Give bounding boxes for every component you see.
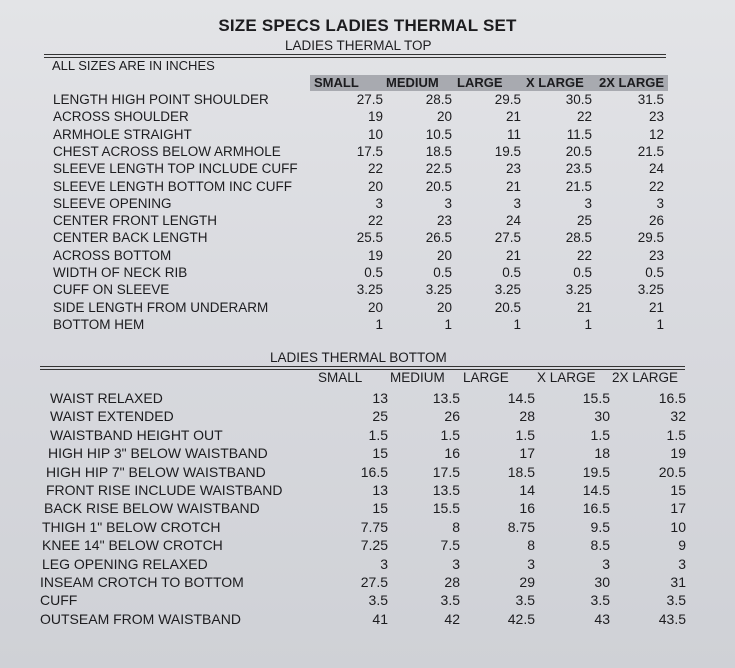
bottom-row-value: 7.5 (440, 537, 460, 554)
top-row-value: 3 (375, 195, 383, 211)
top-row-value: 1 (513, 316, 521, 332)
top-row-value: 20 (436, 109, 452, 125)
top-row-value: 20 (367, 299, 383, 315)
top-row-value: 11.5 (566, 126, 592, 142)
top-row-label: SLEEVE OPENING (53, 195, 172, 211)
bottom-row-value: 42.5 (507, 610, 535, 627)
bottom-row-value: 3.5 (515, 592, 535, 609)
top-row-value: 21 (505, 178, 521, 194)
bottom-row-value: 17 (519, 445, 535, 462)
top-row-value: 22 (648, 178, 664, 194)
bottom-row-label: BACK RISE BELOW WAISTBAND (44, 500, 260, 517)
top-size-header-5: 2X LARGE (599, 75, 665, 90)
top-row-value: 26.5 (425, 230, 452, 246)
top-row-value: 23 (436, 213, 452, 229)
top-row-value: 28.5 (565, 230, 592, 246)
top-row-label: ARMHOLE STRAIGHT (53, 126, 192, 142)
bottom-row-value: 14 (519, 482, 535, 498)
bottom-row-value: 8.75 (507, 518, 535, 535)
top-row-value: 17.5 (356, 143, 383, 159)
bottom-row-value: 1.5 (666, 426, 686, 443)
bottom-row-label: HIGH HIP 7" BELOW WAISTBAND (46, 463, 266, 480)
bottom-row-value: 28 (519, 408, 535, 425)
top-row-value: 11 (506, 126, 521, 142)
top-row-value: 3.25 (565, 282, 592, 298)
top-row-value: 1 (584, 316, 592, 332)
bottom-row-value: 16.5 (360, 463, 388, 480)
top-row-value: 31.5 (637, 92, 664, 107)
top-row-value: 20 (436, 299, 452, 315)
top-row-value: 20 (436, 247, 452, 263)
bottom-size-header-1: SMALL (318, 370, 363, 385)
bottom-row-value: 3.5 (666, 592, 686, 609)
top-row-value: 19.5 (494, 143, 521, 159)
bottom-row-value: 19.5 (582, 463, 610, 480)
bottom-row-value: 9.5 (590, 518, 610, 535)
top-row-value: 21 (505, 247, 521, 263)
top-row-value: 27.5 (494, 230, 521, 246)
top-row-label: WIDTH OF NECK RIB (53, 265, 188, 280)
document-title: SIZE SPECS LADIES THERMAL SET (218, 16, 517, 35)
top-row-value: 29.5 (494, 92, 521, 107)
top-row-label: ACROSS BOTTOM (53, 247, 172, 263)
top-row-value: 20.5 (494, 299, 521, 315)
bottom-row-value: 7.75 (360, 518, 388, 535)
bottom-row-value: 18 (594, 445, 610, 462)
bottom-row-value: 16 (444, 445, 460, 462)
bottom-row-value: 41 (372, 610, 388, 627)
bottom-row-value: 27.5 (360, 574, 388, 590)
top-row-value: 27.5 (356, 92, 383, 107)
top-row-value: 3.25 (494, 282, 521, 298)
top-row-value: 0.5 (502, 265, 521, 280)
top-row-value: 29.5 (637, 230, 664, 246)
bottom-row-value: 20.5 (658, 463, 686, 480)
top-row-label: ACROSS SHOULDER (53, 109, 189, 125)
bottom-row-label: WAIST RELAXED (50, 390, 163, 406)
top-row-value: 21.5 (637, 143, 664, 159)
bottom-row-value: 3.5 (590, 592, 610, 609)
bottom-row-label: FRONT RISE INCLUDE WAISTBAND (46, 482, 283, 498)
bottom-row-value: 3 (527, 555, 535, 572)
top-divider (44, 54, 666, 55)
top-row-value: 3 (444, 195, 452, 211)
bottom-row-value: 15 (372, 445, 388, 462)
bottom-row-value: 1.5 (590, 426, 610, 443)
top-row-value: 24 (505, 213, 521, 229)
top-row-value: 22 (576, 109, 592, 125)
bottom-section-title: LADIES THERMAL BOTTOM (270, 350, 447, 365)
top-row-value: 28.5 (425, 92, 452, 107)
top-row-value: 20 (367, 178, 383, 194)
bottom-row-value: 15.5 (432, 500, 460, 517)
top-row-value: 3.25 (356, 282, 383, 298)
top-size-header-1: SMALL (314, 75, 359, 90)
bottom-row-label: LEG OPENING RELAXED (42, 555, 208, 572)
top-row-value: 21.5 (565, 178, 592, 194)
top-row-value: 30.5 (565, 92, 592, 107)
top-row-value: 22 (576, 247, 592, 263)
bottom-row-value: 26 (444, 408, 460, 425)
bottom-row-value: 16.5 (582, 500, 610, 517)
bottom-row-label: INSEAM CROTCH TO BOTTOM (40, 574, 244, 590)
bottom-row-value: 3 (380, 555, 388, 572)
bottom-row-value: 7.25 (360, 537, 388, 554)
top-row-label: SLEEVE LENGTH BOTTOM INC CUFF (53, 178, 293, 194)
bottom-row-value: 19 (670, 445, 686, 462)
bottom-row-value: 8 (527, 537, 535, 554)
bottom-row-value: 16.5 (658, 390, 686, 406)
bottom-row-label: WAIST EXTENDED (50, 408, 174, 425)
top-size-header-4: X LARGE (526, 75, 584, 90)
top-section-title: LADIES THERMAL TOP (285, 38, 432, 53)
bottom-row-value: 32 (670, 408, 686, 425)
bottom-row-value: 31 (670, 574, 686, 590)
top-row-value: 22.5 (425, 161, 452, 177)
bottom-row-value: 1.5 (440, 426, 460, 443)
top-row-value: 20.5 (565, 143, 592, 159)
bottom-row-label: HIGH HIP 3" BELOW WAISTBAND (48, 445, 268, 462)
top-size-header-3: LARGE (457, 75, 503, 90)
top-row-value: 0.5 (364, 265, 383, 280)
bottom-divider (40, 366, 685, 367)
top-row-value: 1 (375, 316, 383, 332)
units-note: ALL SIZES ARE IN INCHES (52, 58, 215, 73)
top-row-label: CUFF ON SLEEVE (53, 282, 170, 298)
top-row-value: 19 (367, 247, 383, 263)
top-row-value: 1 (444, 316, 452, 332)
bottom-row-label: CUFF (40, 592, 78, 609)
bottom-row-value: 15 (372, 500, 388, 517)
top-row-value: 22 (367, 213, 383, 229)
bottom-row-value: 1.5 (515, 426, 535, 443)
bottom-row-value: 43.5 (658, 610, 686, 627)
bottom-row-value: 8 (452, 518, 460, 535)
bottom-row-value: 3 (602, 555, 610, 572)
top-row-value: 3 (513, 195, 521, 211)
bottom-row-label: THIGH 1" BELOW CROTCH (42, 518, 221, 535)
top-row-value: 19 (367, 109, 383, 125)
bottom-row-value: 3.5 (440, 592, 460, 609)
top-row-value: 0.5 (645, 265, 664, 280)
top-row-value: 10.5 (425, 126, 452, 142)
top-row-value: 22 (367, 161, 383, 177)
top-row-value: 25 (576, 213, 592, 229)
top-row-label: BOTTOM HEM (53, 316, 145, 332)
bottom-row-value: 14.5 (582, 482, 610, 498)
bottom-row-value: 13.5 (432, 390, 460, 406)
bottom-row-value: 43 (594, 610, 610, 627)
bottom-row-value: 15 (670, 482, 686, 498)
top-row-value: 20.5 (425, 178, 452, 194)
bottom-row-value: 13.5 (432, 482, 460, 498)
top-row-value: 23 (648, 109, 664, 125)
bottom-row-value: 18.5 (507, 463, 535, 480)
top-row-value: 3.25 (425, 282, 452, 298)
top-row-value: 0.5 (573, 265, 592, 280)
top-row-value: 24 (648, 161, 664, 177)
top-row-value: 3.25 (637, 282, 664, 298)
bottom-row-value: 9 (678, 537, 686, 554)
top-row-value: 26 (648, 213, 664, 229)
top-row-label: SIDE LENGTH FROM UNDERARM (53, 299, 269, 315)
bottom-row-value: 42 (444, 610, 460, 627)
bottom-row-label: WAISTBAND HEIGHT OUT (50, 426, 223, 443)
bottom-size-header-5: 2X LARGE (612, 370, 679, 385)
top-row-value: 12 (648, 126, 664, 142)
top-row-label: CHEST ACROSS BELOW ARMHOLE (53, 143, 281, 159)
top-row-label: CENTER FRONT LENGTH (53, 213, 218, 229)
bottom-size-header-4: X LARGE (537, 370, 596, 385)
bottom-row-value: 3.5 (368, 592, 388, 609)
top-row-value: 21 (648, 299, 664, 315)
bottom-row-value: 1.5 (368, 426, 388, 443)
bottom-row-value: 13 (372, 390, 388, 406)
bottom-row-value: 28 (444, 574, 460, 590)
bottom-size-header-2: MEDIUM (390, 370, 445, 385)
bottom-row-value: 25 (372, 408, 388, 425)
top-row-value: 1 (656, 316, 664, 332)
bottom-row-value: 10 (670, 518, 686, 535)
top-row-value: 25.5 (356, 230, 383, 246)
bottom-row-value: 3 (452, 555, 460, 572)
bottom-row-label: KNEE 14" BELOW CROTCH (42, 537, 223, 554)
top-row-value: 3 (656, 195, 664, 211)
top-row-label: SLEEVE LENGTH TOP INCLUDE CUFF (53, 161, 298, 177)
top-row-value: 23.5 (565, 161, 592, 177)
bottom-row-value: 16 (519, 500, 535, 517)
bottom-row-label: OUTSEAM FROM WAISTBAND (40, 610, 241, 627)
bottom-row-value: 17.5 (432, 463, 460, 480)
top-row-value: 21 (576, 299, 592, 315)
top-size-header-2: MEDIUM (386, 75, 439, 90)
top-row-value: 23 (505, 161, 521, 177)
top-row-value: 21 (505, 109, 521, 125)
top-row-label: CENTER BACK LENGTH (53, 230, 208, 246)
top-row-value: 0.5 (433, 265, 452, 280)
bottom-row-value: 17 (670, 500, 686, 517)
bottom-row-value: 30 (594, 574, 610, 590)
top-row-value: 23 (648, 247, 664, 263)
bottom-row-value: 30 (594, 408, 610, 425)
bottom-row-value: 29 (519, 574, 535, 590)
bottom-row-value: 3 (678, 555, 686, 572)
top-row-value: 18.5 (425, 143, 452, 159)
bottom-row-value: 8.5 (590, 537, 610, 554)
top-row-value: 3 (584, 195, 592, 211)
bottom-row-value: 14.5 (507, 390, 535, 406)
bottom-size-header-3: LARGE (463, 370, 509, 385)
top-row-value: 10 (367, 126, 383, 142)
top-row-label: LENGTH HIGH POINT SHOULDER (53, 92, 269, 107)
bottom-row-value: 13 (372, 482, 388, 498)
bottom-row-value: 15.5 (582, 390, 610, 406)
